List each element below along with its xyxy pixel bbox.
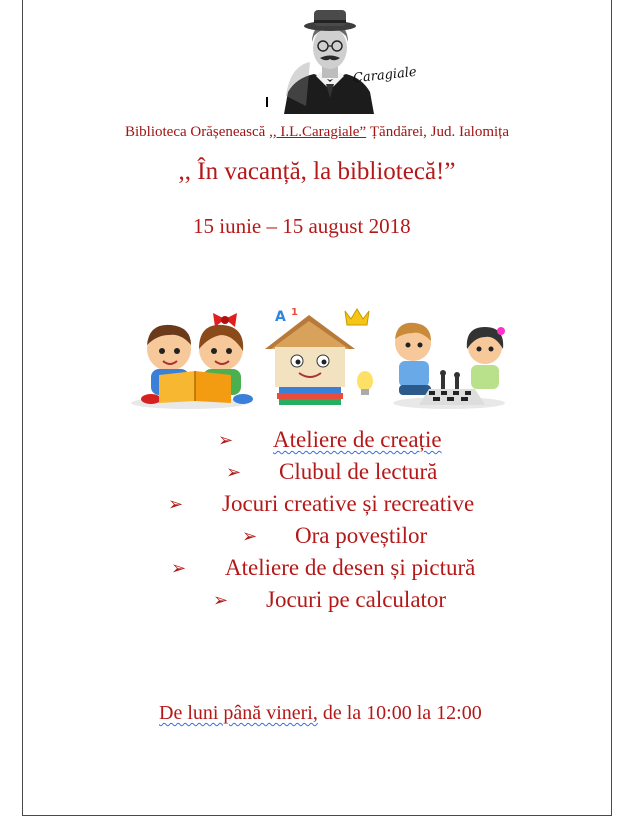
- activity-label: Jocuri creative și recreative: [222, 491, 475, 516]
- event-dates: 15 iunie – 15 august 2018: [193, 214, 411, 238]
- arrow-bullet-icon: ➢: [168, 494, 184, 514]
- arrow-bullet-icon: ➢: [171, 558, 187, 578]
- activity-label: Ateliere de desen și pictură: [225, 555, 476, 580]
- schedule-text: [159, 702, 482, 725]
- library-prefix: Biblioteca Orășenească: [124, 124, 270, 140]
- arrow-bullet-icon: ➢: [218, 430, 234, 450]
- schedule-hours: de la 10:00 la 12:00: [317, 702, 482, 724]
- library-house-clipart: [265, 307, 373, 405]
- kids-reading-clipart: [131, 313, 253, 409]
- schedule-days: De luni până vineri,: [159, 702, 318, 724]
- list-item: [23, 459, 611, 489]
- activity-label: Ateliere de creație: [273, 427, 442, 452]
- children-reading-illustration: [129, 305, 507, 410]
- caragiale-portrait: [266, 6, 396, 114]
- list-item: [23, 555, 611, 585]
- library-name: ,, I.L.Caragiale”: [269, 124, 367, 140]
- text-cursor: [266, 97, 268, 107]
- list-item: [23, 523, 611, 553]
- list-item: [23, 587, 611, 617]
- svg-text:1: 1: [291, 307, 298, 318]
- portrait-signature: Caragiale: [352, 64, 418, 87]
- list-item: [23, 491, 611, 521]
- arrow-bullet-icon: ➢: [242, 526, 258, 546]
- page-title: ,, În vacanță, la bibliotecă!”: [178, 158, 456, 185]
- document-page: [22, 0, 612, 816]
- library-header: [23, 124, 611, 141]
- library-location: Țăndărei, Jud. Ialomița: [366, 124, 509, 140]
- arrow-bullet-icon: ➢: [213, 590, 229, 610]
- list-item: [23, 427, 611, 457]
- activity-label: Jocuri pe calculator: [266, 587, 447, 612]
- activity-label: Clubul de lectură: [279, 459, 438, 484]
- activity-label: Ora poveștilor: [295, 523, 428, 548]
- kids-chess-clipart: [393, 323, 505, 409]
- arrow-bullet-icon: ➢: [226, 462, 242, 482]
- svg-text:A: A: [275, 309, 286, 325]
